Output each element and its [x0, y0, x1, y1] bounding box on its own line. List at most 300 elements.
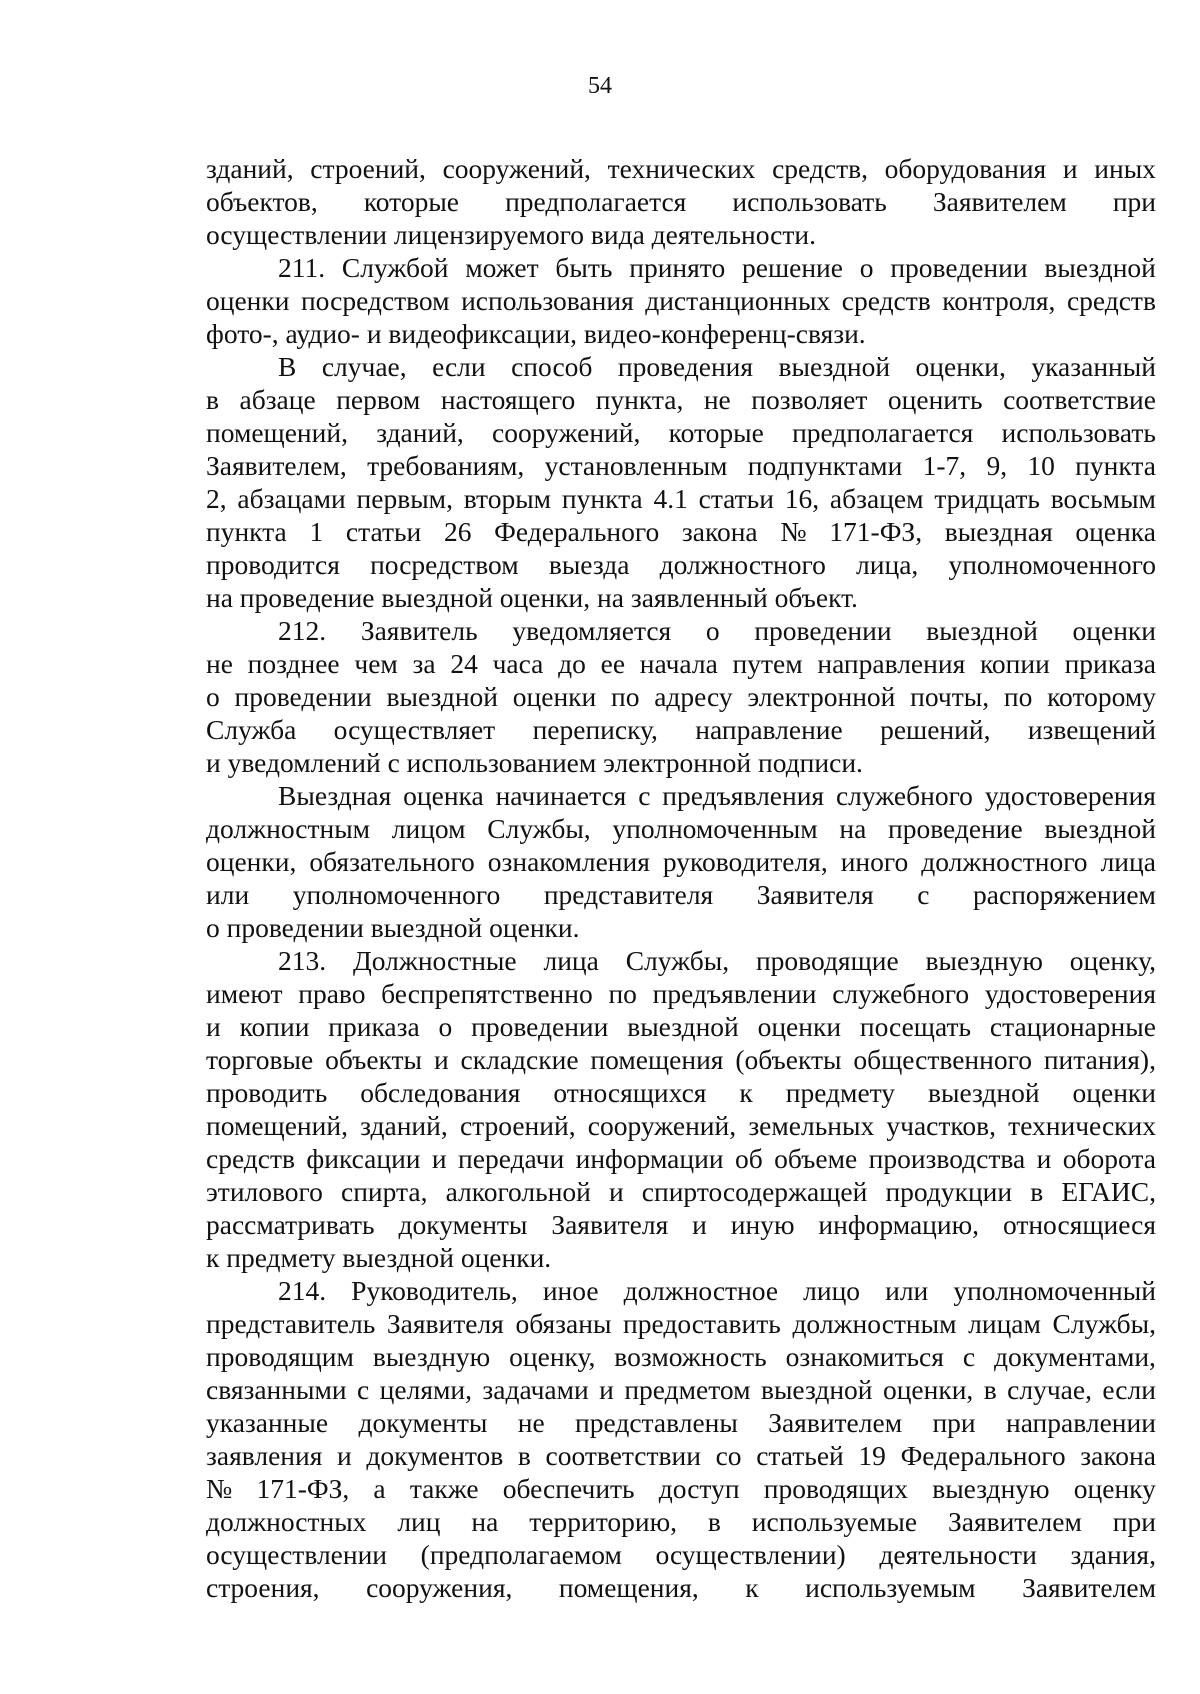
- text-line: [206, 449, 1156, 482]
- word: оценки,: [206, 846, 297, 877]
- word: случае,: [1007, 1374, 1092, 1405]
- word: первым,: [356, 483, 453, 514]
- text-line: [206, 1307, 1156, 1340]
- word: адресу: [654, 681, 733, 712]
- word: продукции: [885, 1176, 1013, 1207]
- word: выездной: [760, 1374, 873, 1405]
- word: строения,: [206, 1572, 320, 1603]
- word: документов: [366, 1440, 504, 1471]
- word: 171-ФЗ,: [256, 1473, 350, 1504]
- word: №: [206, 1473, 233, 1504]
- text-line: [206, 383, 1156, 416]
- word: подпунктами: [747, 450, 903, 481]
- text-line: к предмету выездной оценки.: [206, 1242, 552, 1273]
- word: служебного: [832, 978, 970, 1009]
- word: предъявления: [662, 780, 825, 811]
- word: 212.: [278, 615, 327, 646]
- word: в: [707, 1506, 721, 1537]
- text-line: [206, 284, 1156, 317]
- word: 19: [858, 1440, 886, 1471]
- word: руководителя,: [662, 846, 828, 877]
- word: в: [983, 1374, 997, 1405]
- word: оценить: [887, 384, 983, 415]
- word: №: [780, 516, 807, 547]
- word: ознакомления: [487, 846, 650, 877]
- word: Федерального: [494, 516, 660, 547]
- word: Службы,: [1052, 1308, 1156, 1339]
- word: помещения,: [558, 1572, 699, 1603]
- word: Заявителем: [932, 186, 1067, 217]
- page-number: 54: [588, 73, 612, 99]
- word: случае,: [321, 351, 407, 382]
- word: абзацами: [237, 483, 346, 514]
- text-line: [206, 515, 1156, 548]
- word: Федерального: [900, 1440, 1066, 1471]
- word: направление: [695, 714, 843, 745]
- word: принято: [629, 252, 726, 283]
- text-line: [206, 1142, 1156, 1175]
- word: предъявлении: [652, 978, 817, 1009]
- word: удостоверения: [984, 780, 1156, 811]
- word: складские: [460, 1044, 579, 1075]
- word: о: [438, 1011, 453, 1042]
- text-line: [206, 548, 1156, 581]
- text-line: [206, 779, 1156, 812]
- word: Руководитель,: [351, 1275, 518, 1306]
- word: представлены: [575, 1407, 738, 1438]
- word: предполагается: [792, 417, 974, 448]
- word: копии: [979, 648, 1050, 679]
- word: и: [206, 1011, 221, 1042]
- word: проведении: [890, 252, 1028, 283]
- word: проводящим: [206, 1341, 354, 1372]
- word: должностным: [792, 1308, 957, 1339]
- word: производства: [868, 1143, 1026, 1174]
- word: по: [611, 681, 640, 712]
- word: до: [558, 648, 586, 679]
- word: спирта,: [341, 1176, 428, 1207]
- word: лиц: [397, 1506, 441, 1537]
- word: оценки,: [915, 351, 1006, 382]
- word: дистанционных: [645, 285, 831, 316]
- word: использовать: [732, 186, 887, 217]
- word: проведении: [754, 615, 892, 646]
- word: быть: [555, 252, 613, 283]
- word: средств: [206, 1143, 295, 1174]
- word: 24: [450, 648, 478, 679]
- word: алкогольной: [445, 1176, 591, 1207]
- word: 9,: [986, 450, 1008, 481]
- word: электронной: [747, 681, 896, 712]
- word: позволяет: [751, 384, 868, 415]
- word: 4.1: [653, 483, 688, 514]
- word: Заявителя: [386, 1308, 504, 1339]
- word: и: [1062, 153, 1078, 184]
- word: связанными: [206, 1374, 347, 1405]
- word: уполномоченного: [948, 549, 1156, 580]
- word: оценка: [403, 780, 484, 811]
- text-line: [206, 614, 1156, 647]
- word: путем: [732, 648, 803, 679]
- word: чем: [354, 648, 398, 679]
- word: выездной: [928, 1077, 1040, 1108]
- word: технических: [1008, 1110, 1156, 1141]
- word: Должностные: [352, 945, 517, 976]
- word: с: [638, 780, 651, 811]
- word: и: [1036, 1143, 1052, 1174]
- word: вторым: [463, 483, 552, 514]
- word: рассматривать: [206, 1209, 375, 1240]
- word: выездной: [386, 681, 499, 712]
- word: копии: [239, 1011, 310, 1042]
- word: уполномоченный: [953, 1275, 1156, 1306]
- text-line: [206, 1274, 1156, 1307]
- word: доступ: [658, 1473, 740, 1504]
- word: если: [432, 351, 486, 382]
- word: ЕГАИС,: [1061, 1176, 1156, 1207]
- word: статьи: [345, 516, 422, 547]
- word: зданий,: [360, 1110, 448, 1141]
- text-line: [206, 482, 1156, 515]
- word: технических: [607, 153, 756, 184]
- word: 26: [443, 516, 472, 547]
- word: задачами: [482, 1374, 589, 1405]
- text-line: [206, 152, 1156, 185]
- word: относящихся: [553, 1077, 707, 1108]
- word: уведомляется: [512, 615, 672, 646]
- word: этилового: [206, 1176, 323, 1207]
- word: лицо: [803, 1275, 861, 1306]
- text-line: [206, 878, 1156, 911]
- word: выездная: [944, 516, 1053, 547]
- word: первом: [336, 384, 421, 415]
- text-line: [206, 251, 1156, 284]
- word: должностного: [659, 549, 826, 580]
- document-body: [206, 152, 1156, 1604]
- word: выездную: [925, 945, 1043, 976]
- word: направления: [817, 648, 966, 679]
- word: иного: [840, 846, 909, 877]
- word: помещений,: [206, 1110, 348, 1141]
- word: посещать: [859, 1011, 972, 1042]
- text-line: [206, 350, 1156, 383]
- word: здания,: [1070, 1539, 1156, 1570]
- word: сооружений,: [492, 417, 641, 448]
- word: извещений: [1027, 714, 1156, 745]
- word: соответствие: [1003, 384, 1156, 415]
- word: пункта,: [595, 384, 684, 415]
- word: и: [337, 1440, 352, 1471]
- word: проводится: [206, 549, 340, 580]
- word: на: [839, 813, 867, 844]
- word: сооружений,: [587, 1110, 737, 1141]
- word: лицом: [391, 813, 466, 844]
- word: спиртосодержащей: [641, 1176, 868, 1207]
- word: ознакомиться: [785, 1341, 944, 1372]
- word: 214.: [278, 1275, 327, 1306]
- word: 213.: [278, 945, 327, 976]
- word: Службы,: [487, 813, 591, 844]
- word: проводящих: [763, 1473, 909, 1504]
- word: также: [409, 1473, 479, 1504]
- word: о: [705, 615, 720, 646]
- word: обеспечить: [502, 1473, 635, 1504]
- word: может: [465, 252, 539, 283]
- word: 16,: [784, 483, 820, 514]
- word: лица: [543, 945, 599, 976]
- word: оценки: [512, 681, 597, 712]
- word: документами,: [993, 1341, 1156, 1372]
- word: предоставить: [623, 1308, 781, 1339]
- word: оборота: [1062, 1143, 1156, 1174]
- word: фиксации: [306, 1143, 421, 1174]
- word: предмету: [785, 1077, 896, 1108]
- word: Службы,: [625, 945, 730, 976]
- word: решений,: [880, 714, 991, 745]
- word: стационарные: [989, 1011, 1156, 1042]
- word: на: [471, 1506, 499, 1537]
- word: указанный: [1031, 351, 1156, 382]
- word: закона: [681, 516, 758, 547]
- word: сооружения,: [366, 1572, 513, 1603]
- word: используемым: [805, 1572, 976, 1603]
- word: пункта: [561, 483, 643, 514]
- word: удостоверения: [984, 978, 1156, 1009]
- word: распоряжением: [973, 879, 1156, 910]
- word: настоящего: [440, 384, 576, 415]
- word: В: [278, 351, 297, 382]
- word: пункта: [206, 516, 287, 547]
- text-line: и уведомлений с использованием электронной подписи.: [206, 747, 863, 778]
- text-line: [206, 977, 1156, 1010]
- word: беспрепятственно: [381, 978, 593, 1009]
- text-line: [206, 1373, 1156, 1406]
- word: осуществлении): [655, 1539, 846, 1570]
- word: документы: [398, 1209, 528, 1240]
- word: и: [692, 1209, 707, 1240]
- word: посредством: [370, 549, 519, 580]
- word: обязаны: [515, 1308, 612, 1339]
- word: к: [745, 1572, 759, 1603]
- word: выездную: [932, 1473, 1050, 1504]
- text-line: осуществлении лицензируемого вида деятельности.: [206, 219, 816, 250]
- word: по: [1003, 681, 1033, 712]
- word: оборудования: [884, 153, 1047, 184]
- word: выезда: [548, 549, 630, 580]
- word: средств: [1066, 285, 1156, 316]
- word: лицам: [968, 1308, 1041, 1339]
- word: с: [962, 1341, 976, 1372]
- word: служебного: [835, 780, 973, 811]
- word: пункта: [1075, 450, 1156, 481]
- text-line: [206, 944, 1156, 977]
- word: деятельности: [879, 1539, 1037, 1570]
- word: в: [517, 1440, 531, 1471]
- word: тридцать: [934, 483, 1040, 514]
- word: имеют: [206, 978, 283, 1009]
- word: Заявитель: [360, 615, 478, 646]
- word: Заявителем: [947, 1506, 1082, 1537]
- word: о: [206, 681, 220, 712]
- word: абзацем: [829, 483, 924, 514]
- word: проводить: [206, 1077, 328, 1108]
- text-line: [206, 1439, 1156, 1472]
- word: контроля,: [942, 285, 1056, 316]
- word: уполномоченным: [612, 813, 818, 844]
- word: ее: [600, 648, 626, 679]
- word: а: [373, 1473, 386, 1504]
- word: оценки: [1072, 1077, 1156, 1108]
- word: средств,: [772, 153, 868, 184]
- word: переписку,: [532, 714, 658, 745]
- word: торговые: [206, 1044, 314, 1075]
- word: объекты: [325, 1044, 423, 1075]
- word: или: [206, 879, 250, 910]
- word: выездной: [627, 1011, 739, 1042]
- word: позднее: [247, 648, 340, 679]
- word: помещений,: [206, 417, 348, 448]
- word: 10: [1027, 450, 1055, 481]
- word: часа: [492, 648, 544, 679]
- word: зданий,: [206, 153, 294, 184]
- text-line: [206, 185, 1156, 218]
- word: которые: [668, 417, 764, 448]
- word: право: [298, 978, 366, 1009]
- word: выездной: [778, 351, 891, 382]
- word: при: [1112, 186, 1156, 217]
- word: обследования: [360, 1077, 521, 1108]
- word: использовать: [1001, 417, 1156, 448]
- word: приказа: [1064, 648, 1156, 679]
- word: представителя: [543, 879, 714, 910]
- word: оценки: [757, 1011, 842, 1042]
- word: участков,: [886, 1110, 996, 1141]
- word: решение: [742, 252, 843, 283]
- word: проведения: [617, 351, 754, 382]
- word: земельных: [748, 1110, 875, 1141]
- word: за: [412, 648, 436, 679]
- word: почты,: [910, 681, 990, 712]
- word: лица,: [856, 549, 919, 580]
- word: проведении: [234, 681, 372, 712]
- text-line: [206, 1505, 1156, 1538]
- word: по: [608, 978, 637, 1009]
- word: оценки: [206, 285, 290, 316]
- text-line: [206, 1043, 1156, 1076]
- word: использования: [461, 285, 634, 316]
- text-line: [206, 647, 1156, 680]
- text-line: [206, 1010, 1156, 1043]
- word: оценка: [1075, 516, 1156, 547]
- word: 1: [309, 516, 324, 547]
- word: оценку,: [1069, 945, 1156, 976]
- word: выездной: [1044, 252, 1156, 283]
- text-line: [206, 713, 1156, 746]
- word: Служба: [206, 714, 297, 745]
- text-line: [206, 1406, 1156, 1439]
- word: 211.: [278, 252, 326, 283]
- word: 2,: [206, 483, 227, 514]
- word: строений,: [310, 153, 426, 184]
- word: и: [608, 1176, 624, 1207]
- text-line: [206, 1538, 1156, 1571]
- word: в: [206, 384, 219, 415]
- word: абзаце: [239, 384, 316, 415]
- word: иное: [542, 1275, 599, 1306]
- word: зданий,: [376, 417, 464, 448]
- word: о: [859, 252, 874, 283]
- word: предметом: [624, 1374, 751, 1405]
- word: обязательного: [309, 846, 475, 877]
- word: начинается: [495, 780, 627, 811]
- word: должностного: [921, 846, 1088, 877]
- word: которые: [363, 186, 460, 217]
- word: и: [433, 1044, 449, 1075]
- word: оценку: [1073, 1473, 1156, 1504]
- word: и: [599, 1374, 614, 1405]
- word: Службой: [341, 252, 449, 283]
- text-line: [206, 1340, 1156, 1373]
- text-line: на проведение выездной оценки, на заявленный объект.: [206, 582, 858, 613]
- word: при: [932, 1407, 976, 1438]
- word: относящиеся: [1002, 1209, 1156, 1240]
- word: и: [431, 1143, 447, 1174]
- word: осуществляет: [333, 714, 496, 745]
- word: или: [885, 1275, 929, 1306]
- text-line: [206, 1472, 1156, 1505]
- word: посредством: [300, 285, 450, 316]
- word: средств: [841, 285, 931, 316]
- word: передачи: [458, 1143, 565, 1174]
- word: осуществлении: [206, 1539, 388, 1570]
- word: не: [703, 384, 731, 415]
- word: питания),: [1043, 1044, 1156, 1075]
- word: оценки,: [882, 1374, 974, 1405]
- text-line: [206, 1571, 1156, 1604]
- text-line: [206, 812, 1156, 845]
- word: целями,: [379, 1374, 472, 1405]
- word: объеме: [774, 1143, 858, 1174]
- word: проведение: [888, 813, 1023, 844]
- word: информации: [575, 1143, 724, 1174]
- word: с: [917, 879, 930, 910]
- word: оценку,: [509, 1341, 596, 1372]
- word: не: [206, 648, 233, 679]
- word: Заявителем: [1022, 1572, 1156, 1603]
- word: Заявителем,: [206, 450, 347, 481]
- text-line: [206, 845, 1156, 878]
- word: проведении: [471, 1011, 609, 1042]
- word: иную: [730, 1209, 795, 1240]
- word: начала: [639, 648, 718, 679]
- word: должностных: [206, 1506, 367, 1537]
- word: выездной: [1044, 813, 1156, 844]
- word: предполагается: [505, 186, 687, 217]
- word: Заявителем: [768, 1407, 903, 1438]
- word: оценки: [1072, 615, 1156, 646]
- text-line: [206, 1208, 1156, 1241]
- word: которому: [1047, 681, 1156, 712]
- word: при: [1112, 1506, 1156, 1537]
- text-line: [206, 416, 1156, 449]
- word: соответствии: [545, 1440, 701, 1471]
- word: документы: [358, 1407, 488, 1438]
- word: (объекты: [735, 1044, 842, 1075]
- word: строений,: [459, 1110, 576, 1141]
- word: об: [734, 1143, 763, 1174]
- word: к: [739, 1077, 753, 1108]
- word: должностным: [206, 813, 371, 844]
